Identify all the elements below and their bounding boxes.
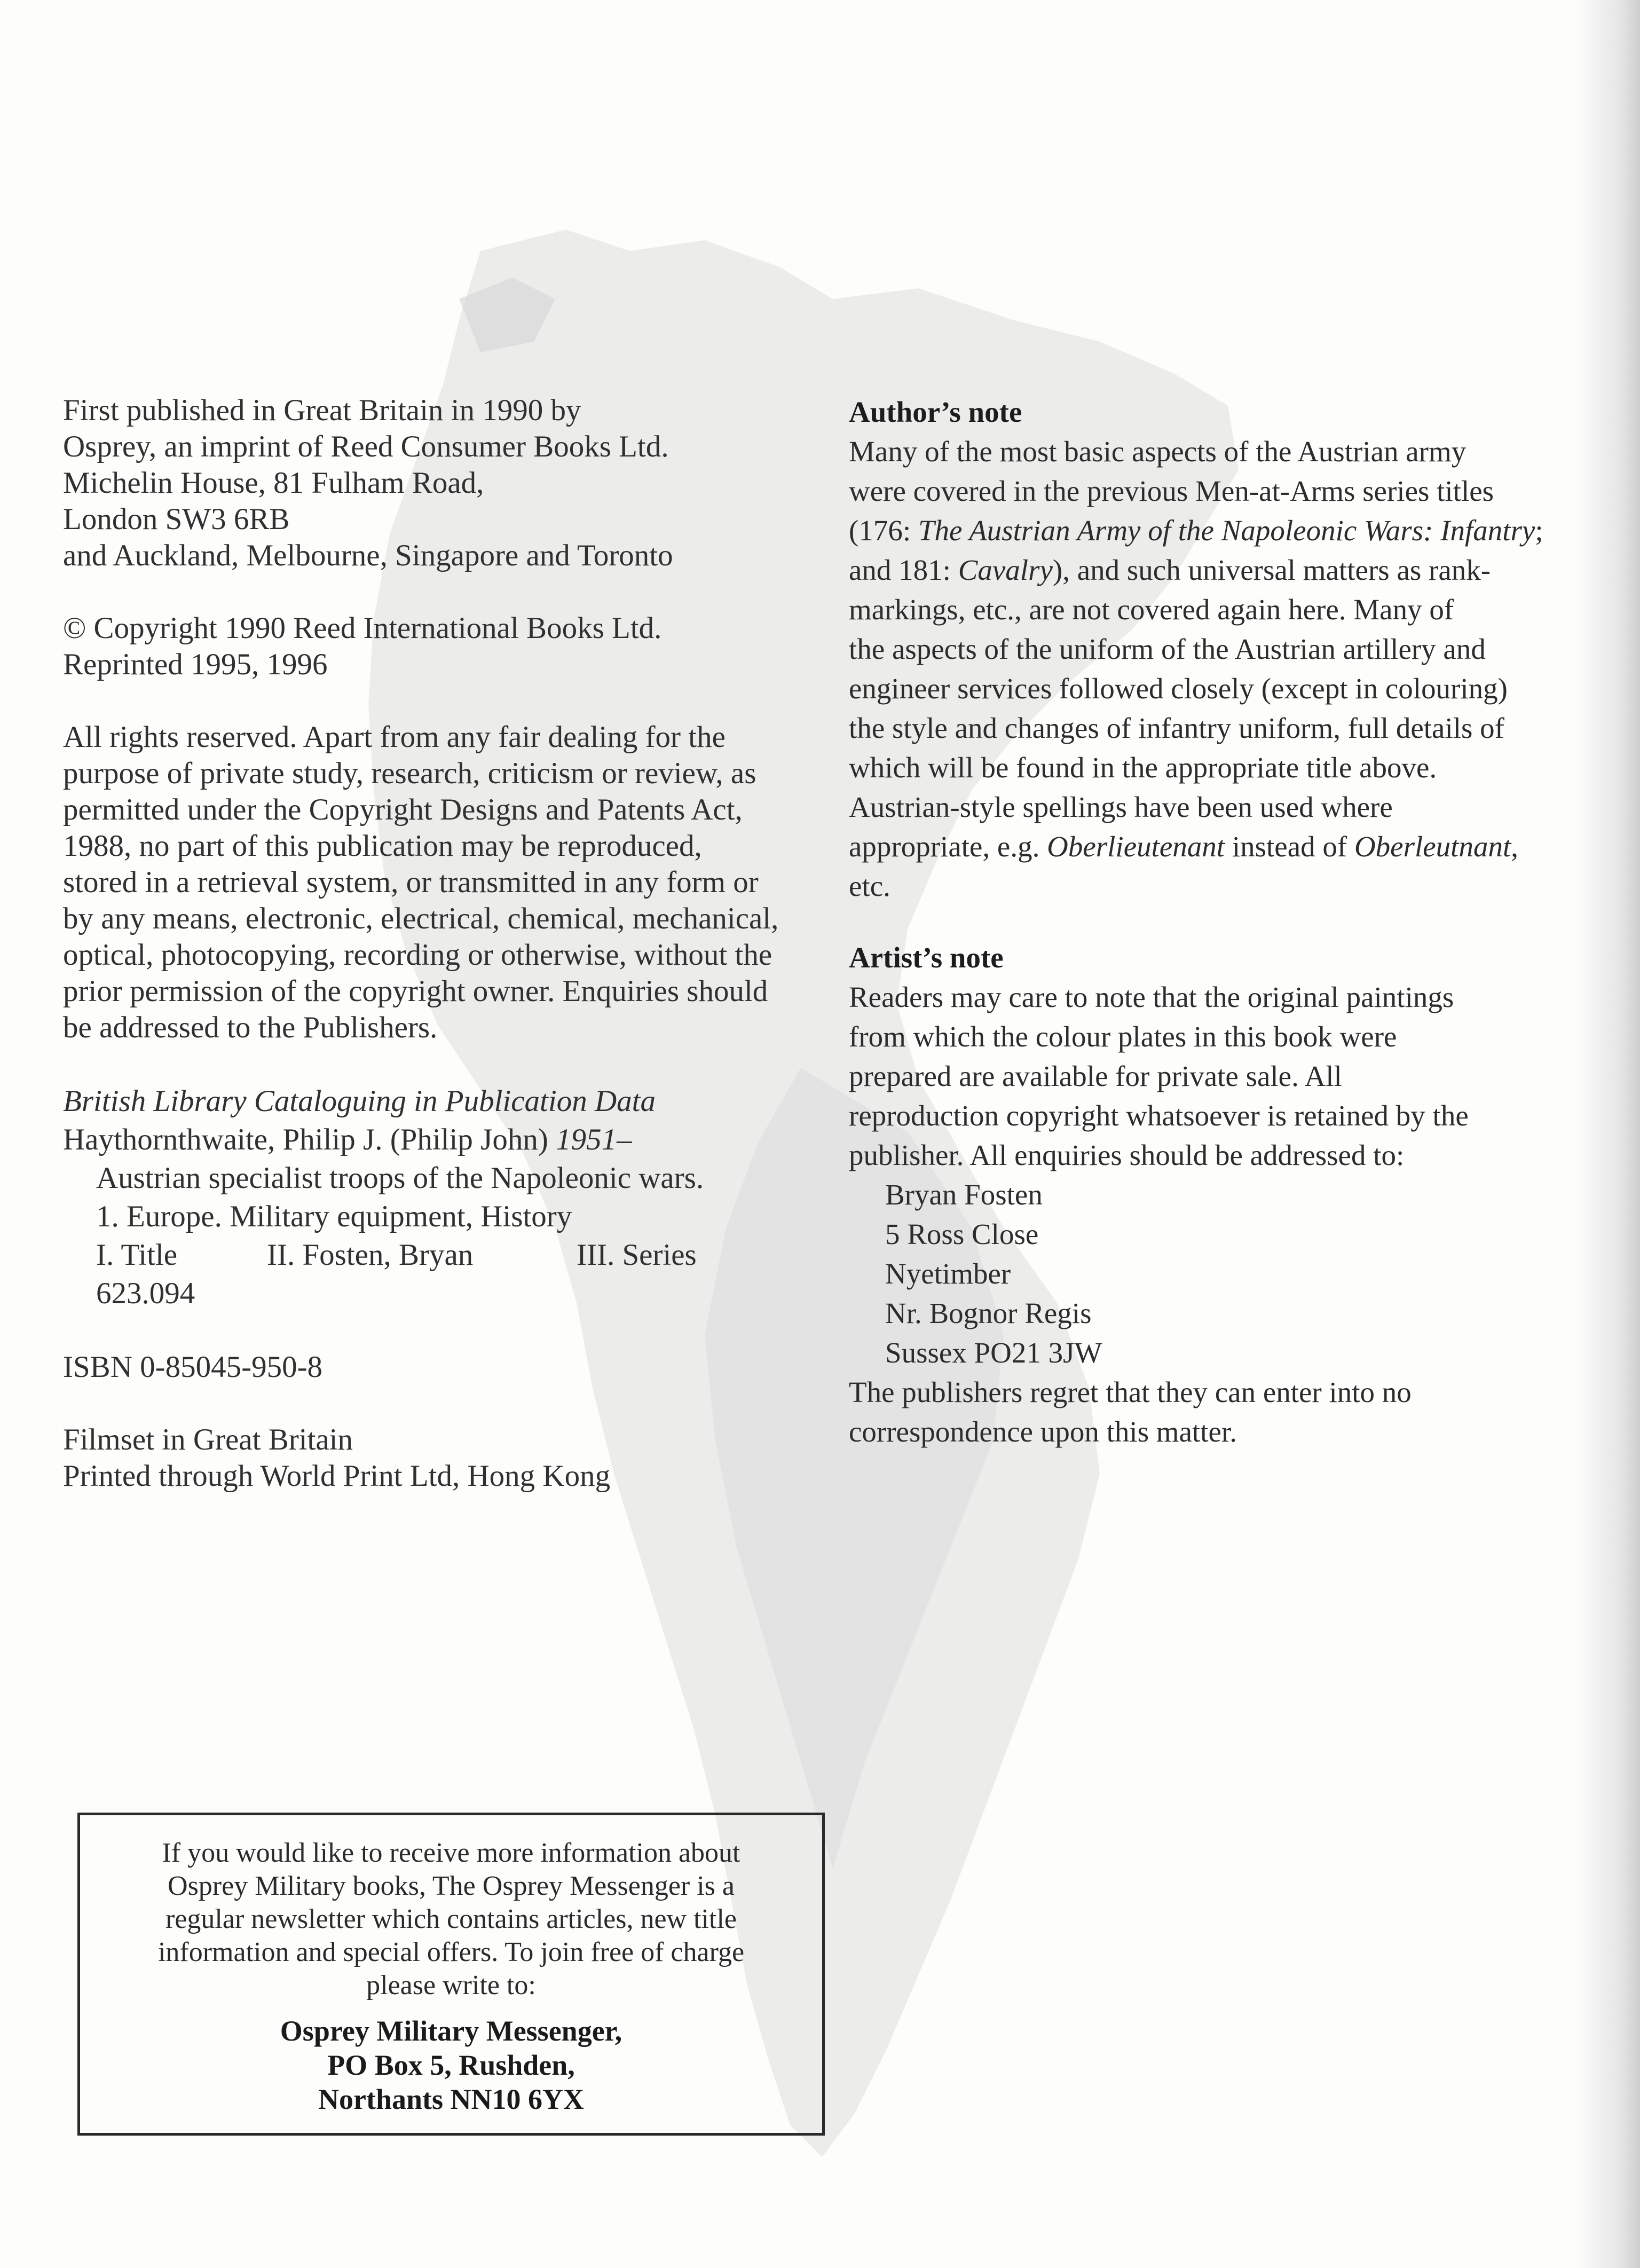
- artist-note: [849, 938, 1596, 1452]
- cataloguing-classmark: 623.094: [96, 1277, 195, 1310]
- publication-line: Osprey, an imprint of Reed Consumer Books Ltd.: [63, 430, 669, 463]
- cataloguing-author-years: 1951–: [556, 1123, 632, 1156]
- copyright-info: [63, 610, 848, 683]
- cataloguing-entry-fosten: II. Fosten, Bryan: [267, 1238, 474, 1272]
- author-note-heading: Author’s note: [849, 396, 1022, 428]
- notice-line: please write to:: [366, 1970, 536, 2001]
- notice-line: If you would like to receive more information about: [162, 1838, 740, 1868]
- artist-note-heading: Artist’s note: [849, 941, 1004, 974]
- author-note-title-cavalry: Cavalry: [958, 554, 1053, 586]
- rights-statement: [63, 719, 848, 1046]
- filmset-line: Filmset in Great Britain: [63, 1423, 353, 1456]
- cataloguing-title: Austrian specialist troops of the Napoleonic wars.: [96, 1161, 704, 1195]
- notice-line: information and special offers. To join free of charge: [157, 1937, 745, 1967]
- artist-note-body: [849, 978, 1596, 1452]
- author-note-text: instead of: [1225, 830, 1354, 863]
- rights-line: stored in a retrieval system, or transmitted in any form or: [63, 865, 759, 899]
- publication-line: First published in Great Britain in 1990 by: [63, 393, 581, 427]
- cataloguing-entry-title: I. Title: [96, 1238, 178, 1272]
- artist-note-line: prepared are available for private sale. All: [849, 1060, 1342, 1092]
- artist-address-line: Nr. Bognor Regis: [885, 1297, 1092, 1329]
- cataloguing-subject: 1. Europe. Military equipment, History: [96, 1200, 572, 1233]
- rights-line: All rights reserved. Apart from any fair dealing for the: [63, 720, 726, 754]
- isbn: ISBN 0-85045-950-8: [63, 1350, 323, 1384]
- author-note-line: Austrian-style spellings have been used where: [849, 791, 1393, 823]
- messenger-address-line: PO Box 5, Rushden,: [327, 2049, 575, 2081]
- artist-note-line: publisher. All enquiries should be addressed to:: [849, 1139, 1405, 1171]
- author-note-line: markings, etc., are not covered again here. Many of: [849, 593, 1454, 626]
- artist-note-line: reproduction copyright whatsoever is retained by the: [849, 1099, 1469, 1132]
- artist-address-line: Bryan Fosten: [885, 1178, 1043, 1211]
- artist-note-closing-line: correspondence upon this matter.: [849, 1415, 1237, 1448]
- messenger-notice-box: [77, 1813, 825, 2136]
- author-note-line: the style and changes of infantry uniform, full details of: [849, 712, 1504, 744]
- cataloguing-data: [63, 1082, 848, 1313]
- publication-info: [63, 392, 848, 574]
- messenger-address: [80, 2014, 822, 2116]
- artist-address-line: Sussex PO21 3JW: [885, 1336, 1102, 1369]
- rights-line: be addressed to the Publishers.: [63, 1011, 438, 1044]
- cataloguing-heading: British Library Cataloguing in Publication Data: [63, 1084, 656, 1118]
- reprint-line: Reprinted 1995, 1996: [63, 648, 328, 681]
- author-note-line: Many of the most basic aspects of the Austrian army: [849, 435, 1466, 468]
- publication-line: and Auckland, Melbourne, Singapore and Toronto: [63, 539, 673, 572]
- rights-line: optical, photocopying, recording or otherwise, without the: [63, 938, 772, 972]
- author-note-term-oberleutnant: Oberleutnant: [1354, 830, 1511, 863]
- cataloguing-author: Haythornthwaite, Philip J. (Philip John): [63, 1123, 548, 1156]
- artist-note-line: Readers may care to note that the original paintings: [849, 981, 1454, 1013]
- author-note-line: etc.: [849, 870, 890, 902]
- author-note-text: (176:: [849, 514, 918, 547]
- artist-address-line: Nyetimber: [885, 1257, 1011, 1290]
- publication-line: London SW3 6RB: [63, 502, 290, 536]
- author-note: [849, 392, 1596, 906]
- messenger-address-line: Northants NN10 6YX: [318, 2083, 584, 2115]
- author-note-line: engineer services followed closely (except in colouring): [849, 672, 1508, 705]
- notice-line: regular newsletter which contains articles, new title: [165, 1904, 737, 1934]
- author-note-line: the aspects of the uniform of the Austrian artillery and: [849, 633, 1486, 665]
- cataloguing-entries: [63, 1236, 848, 1274]
- author-note-line: were covered in the previous Men-at-Arms series titles: [849, 475, 1494, 507]
- artist-address-line: 5 Ross Close: [885, 1218, 1039, 1250]
- rights-line: prior permission of the copyright owner. Enquiries should: [63, 974, 768, 1008]
- rights-line: purpose of private study, research, criticism or review, as: [63, 757, 756, 790]
- notice-line: Osprey Military books, The Osprey Messenger is a: [168, 1871, 735, 1901]
- author-note-line: which will be found in the appropriate title above.: [849, 751, 1437, 784]
- messenger-address-line: Osprey Military Messenger,: [280, 2015, 622, 2047]
- rights-line: permitted under the Copyright Designs and Patents Act,: [63, 793, 743, 826]
- author-note-body: [849, 432, 1596, 906]
- author-note-term-oberlieutenant: Oberlieutenant: [1047, 830, 1225, 863]
- artist-note-closing-line: The publishers regret that they can enter into no: [849, 1376, 1412, 1408]
- copyright-line: © Copyright 1990 Reed International Books Ltd.: [63, 611, 662, 645]
- author-note-text: ;: [1535, 514, 1543, 547]
- publication-line: Michelin House, 81 Fulham Road,: [63, 466, 484, 500]
- printed-line: Printed through World Print Ltd, Hong Kong: [63, 1459, 611, 1493]
- rights-line: by any means, electronic, electrical, chemical, mechanical,: [63, 902, 779, 935]
- author-note-title-infantry: The Austrian Army of the Napoleonic Wars: Infantry: [918, 514, 1535, 547]
- left-column: [63, 392, 848, 1531]
- right-column: [849, 392, 1596, 1488]
- author-note-text: ), and such universal matters as rank-: [1052, 554, 1491, 586]
- author-note-text: and 181:: [849, 554, 958, 586]
- author-note-text: ,: [1511, 830, 1518, 863]
- cataloguing-entry-series: III. Series: [577, 1238, 697, 1272]
- author-note-text: appropriate, e.g.: [849, 830, 1047, 863]
- rights-line: 1988, no part of this publication may be reproduced,: [63, 829, 702, 863]
- print-info: [63, 1422, 848, 1494]
- artist-note-line: from which the colour plates in this book were: [849, 1020, 1397, 1053]
